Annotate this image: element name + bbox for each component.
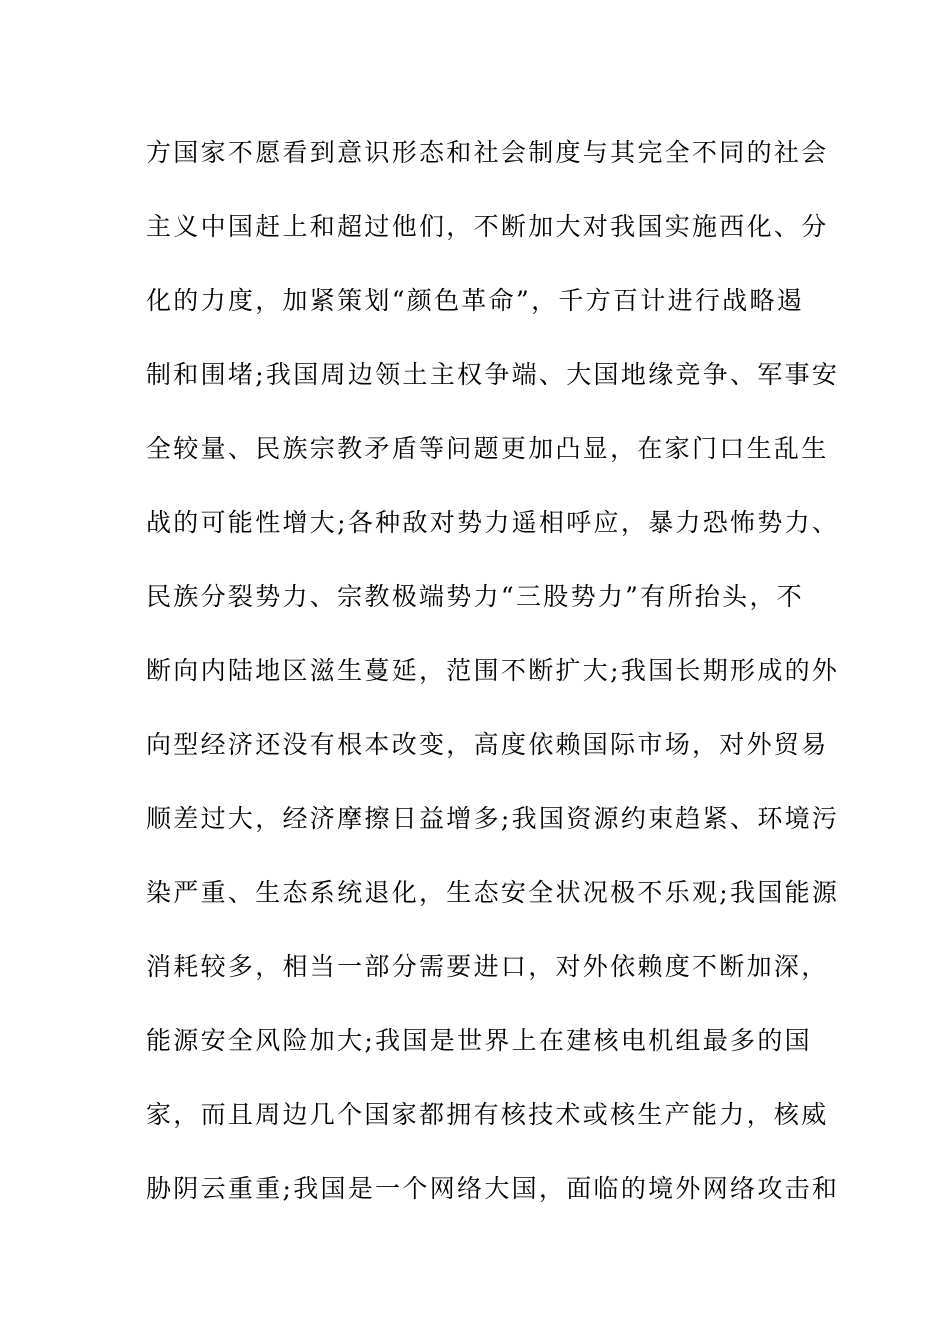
text-line: 民族分裂势力、宗教极端势力“三股势力”有所抬头，不	[146, 582, 805, 611]
text-line: 化的力度，加紧策划“颜色革命”，千方百计进行战略遏	[146, 286, 805, 315]
text-line: 能源安全风险加大;我国是世界上在建核电机组最多的国	[146, 1026, 812, 1055]
text-line: 断向内陆地区滋生蔓延，范围不断扩大;我国长期形成的外	[146, 656, 840, 685]
text-line: 顺差过大，经济摩擦日益增多;我国资源约束趋紧、环境污	[146, 804, 840, 833]
text-line: 主义中国赶上和超过他们，不断加大对我国实施西化、分	[146, 212, 829, 241]
text-line: 向型经济还没有根本改变，高度依赖国际市场，对外贸易	[146, 730, 829, 759]
text-line: 家，而且周边几个国家都拥有核技术或核生产能力，核威	[146, 1100, 829, 1129]
body-paragraph	[146, 128, 840, 1238]
text-line: 全较量、民族宗教矛盾等问题更加凸显，在家门口生乱生	[146, 434, 829, 463]
text-line: 胁阴云重重;我国是一个网络大国，面临的境外网络攻击和	[146, 1174, 840, 1203]
text-line: 方国家不愿看到意识形态和社会制度与其完全不同的社会	[146, 138, 829, 167]
text-line: 战的可能性增大;各种敌对势力遥相呼应，暴力恐怖势力、	[146, 508, 840, 537]
text-line: 染严重、生态系统退化，生态安全状况极不乐观;我国能源	[146, 878, 840, 907]
text-line: 消耗较多，相当一部分需要进口，对外依赖度不断加深，	[146, 952, 829, 981]
text-line: 制和围堵;我国周边领土主权争端、大国地缘竞争、军事安	[146, 360, 840, 389]
